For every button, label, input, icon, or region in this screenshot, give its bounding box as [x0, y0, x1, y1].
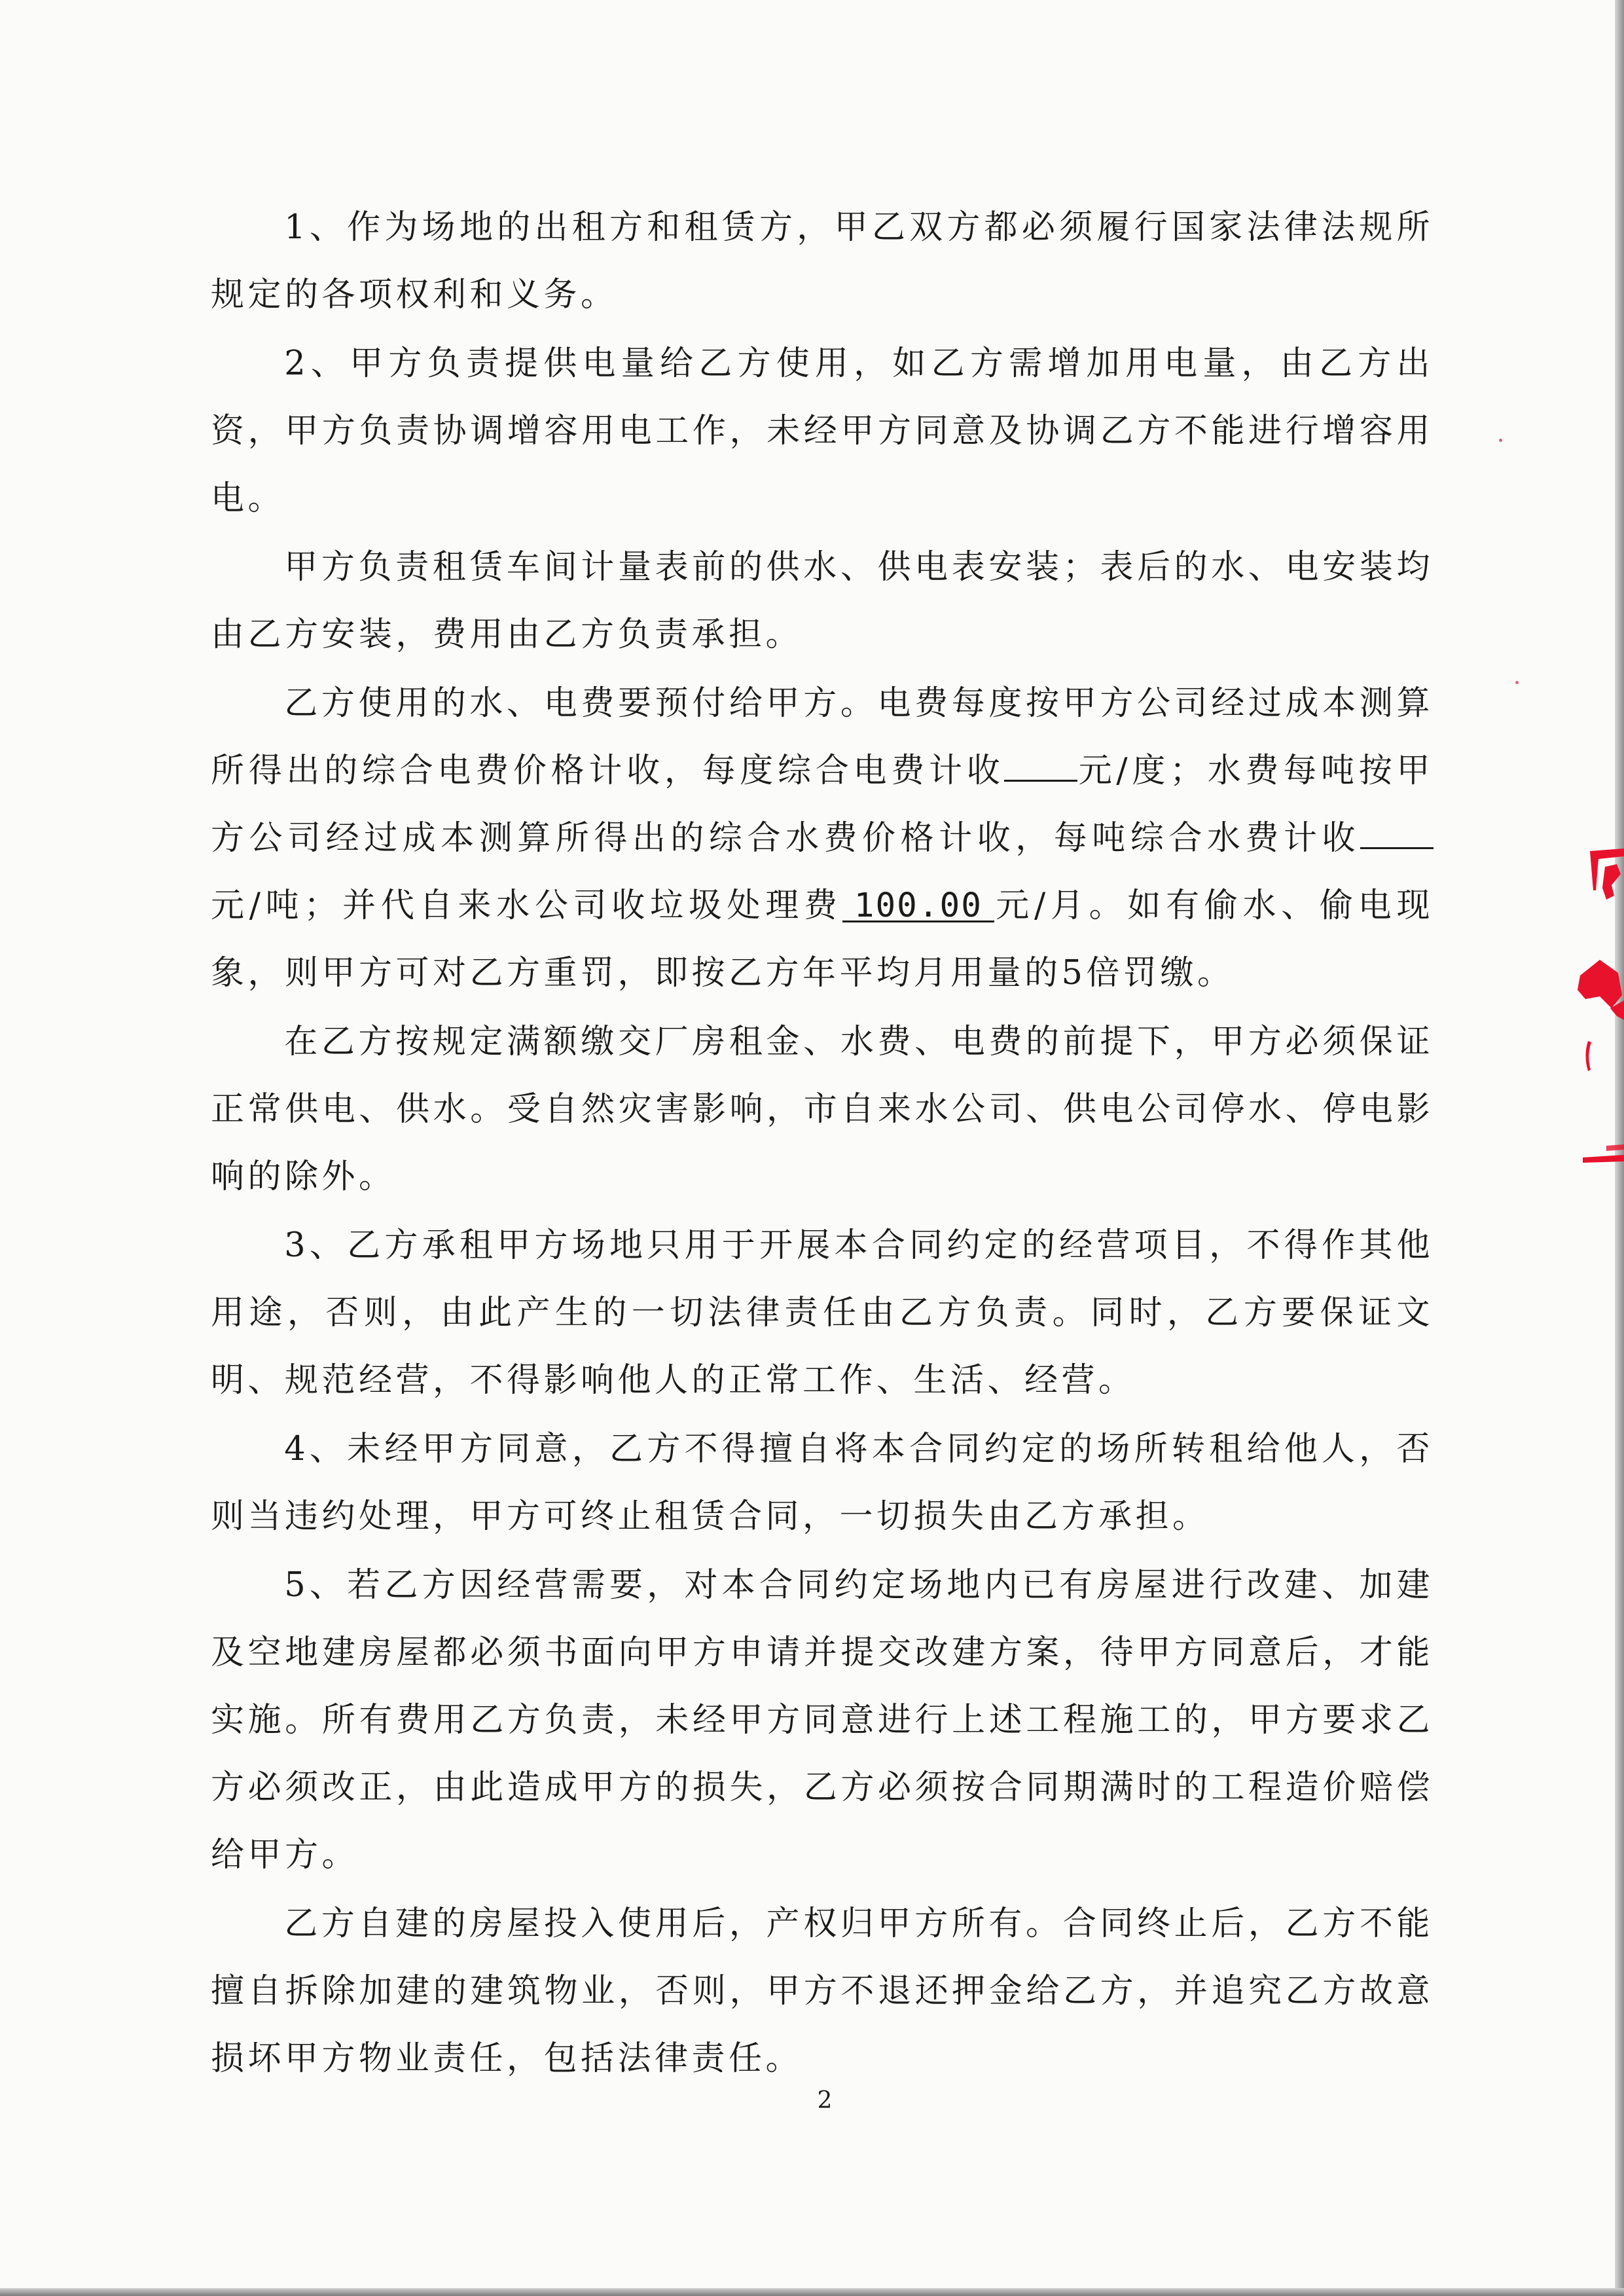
clause-5: 5、若乙方因经营需要，对本合同约定场地内已有房屋进行改建、加建及空地建房屋都必须书面向甲方申请并提交改建方案，待甲方同意后，才能实施。所有费用乙方负责，未经甲方同意进行上述工程施工的，甲方要求乙方必须改正，由此造成甲方的损失，乙方必须按合同期满时的工程造价赔偿给甲方。 — [211, 1566, 1434, 1874]
utility-fees-text-4: 元/月。如有偷水、偷电现象，则甲方可对乙方重罚，即按乙方年平均月用量的5倍罚缴。 — [211, 886, 1434, 993]
page-number: 2 — [817, 2087, 833, 2114]
utility-fees-text-2: 元/度；水费每吨按甲方公司经过成本测算所得出的综合水费价格计收，每吨综合水费计收 — [211, 752, 1434, 858]
contract-body — [211, 194, 1434, 2092]
scan-bottom-edge — [0, 2288, 1624, 2296]
clause-2-meter-installation: 甲方负责租赁车间计量表前的供水、供电表安装；表后的水、电安装均由乙方安装，费用由乙方负责承担。 — [211, 548, 1434, 654]
utility-fees-text-3: 元/吨；并代自来水公司收垃圾处理费 — [211, 886, 842, 925]
utility-fees-text-1: 乙方使用的水、电费要预付给甲方。电费每度按甲方公司经过成本测算所得出的综合电费价格计收，每度综合电费计收 — [211, 684, 1434, 790]
clause-4: 4、未经甲方同意，乙方不得擅自将本合同约定的场所转租给他人，否则当违约处理，甲方可终止租赁合同，一切损失由乙方承担。 — [211, 1430, 1434, 1536]
clause-1: 1、作为场地的出租方和租赁方，甲乙双方都必须履行国家法律法规所规定的各项权利和义务。 — [211, 208, 1434, 314]
clause-5-property-rights: 乙方自建的房屋投入使用后，产权归甲方所有。合同终止后，乙方不能擅自拆除加建的建筑物业，否则，甲方不退还押金给乙方，并追究乙方故意损坏甲方物业责任，包括法律责任。 — [211, 1904, 1434, 2078]
red-seal-stamp — [1554, 845, 1624, 1185]
clause-2: 2、甲方负责提供电量给乙方使用，如乙方需增加用电量，由乙方出资，甲方负责协调增容用电工作，未经甲方同意及协调乙方不能进行增容用电。 — [211, 344, 1434, 518]
water-price-blank — [1360, 818, 1434, 849]
garbage-fee-value: 100.00 — [842, 892, 994, 922]
electricity-price-blank — [1004, 751, 1077, 782]
clause-2-utility-fees — [211, 670, 1434, 1007]
clause-2-supply-guarantee: 在乙方按规定满额缴交厂房租金、水费、电费的前提下，甲方必须保证正常供电、供水。受自然灾害影响，市自来水公司、供电公司停水、停电影响的除外。 — [211, 1023, 1434, 1196]
scan-speck — [1499, 439, 1502, 442]
scan-speck — [1515, 681, 1519, 684]
clause-3: 3、乙方承租甲方场地只用于开展本合同约定的经营项目，不得作其他用途，否则，由此产生的一切法律责任由乙方负责。同时，乙方要保证文明、规范经营，不得影响他人的正常工作、生活、经营。 — [211, 1226, 1434, 1400]
